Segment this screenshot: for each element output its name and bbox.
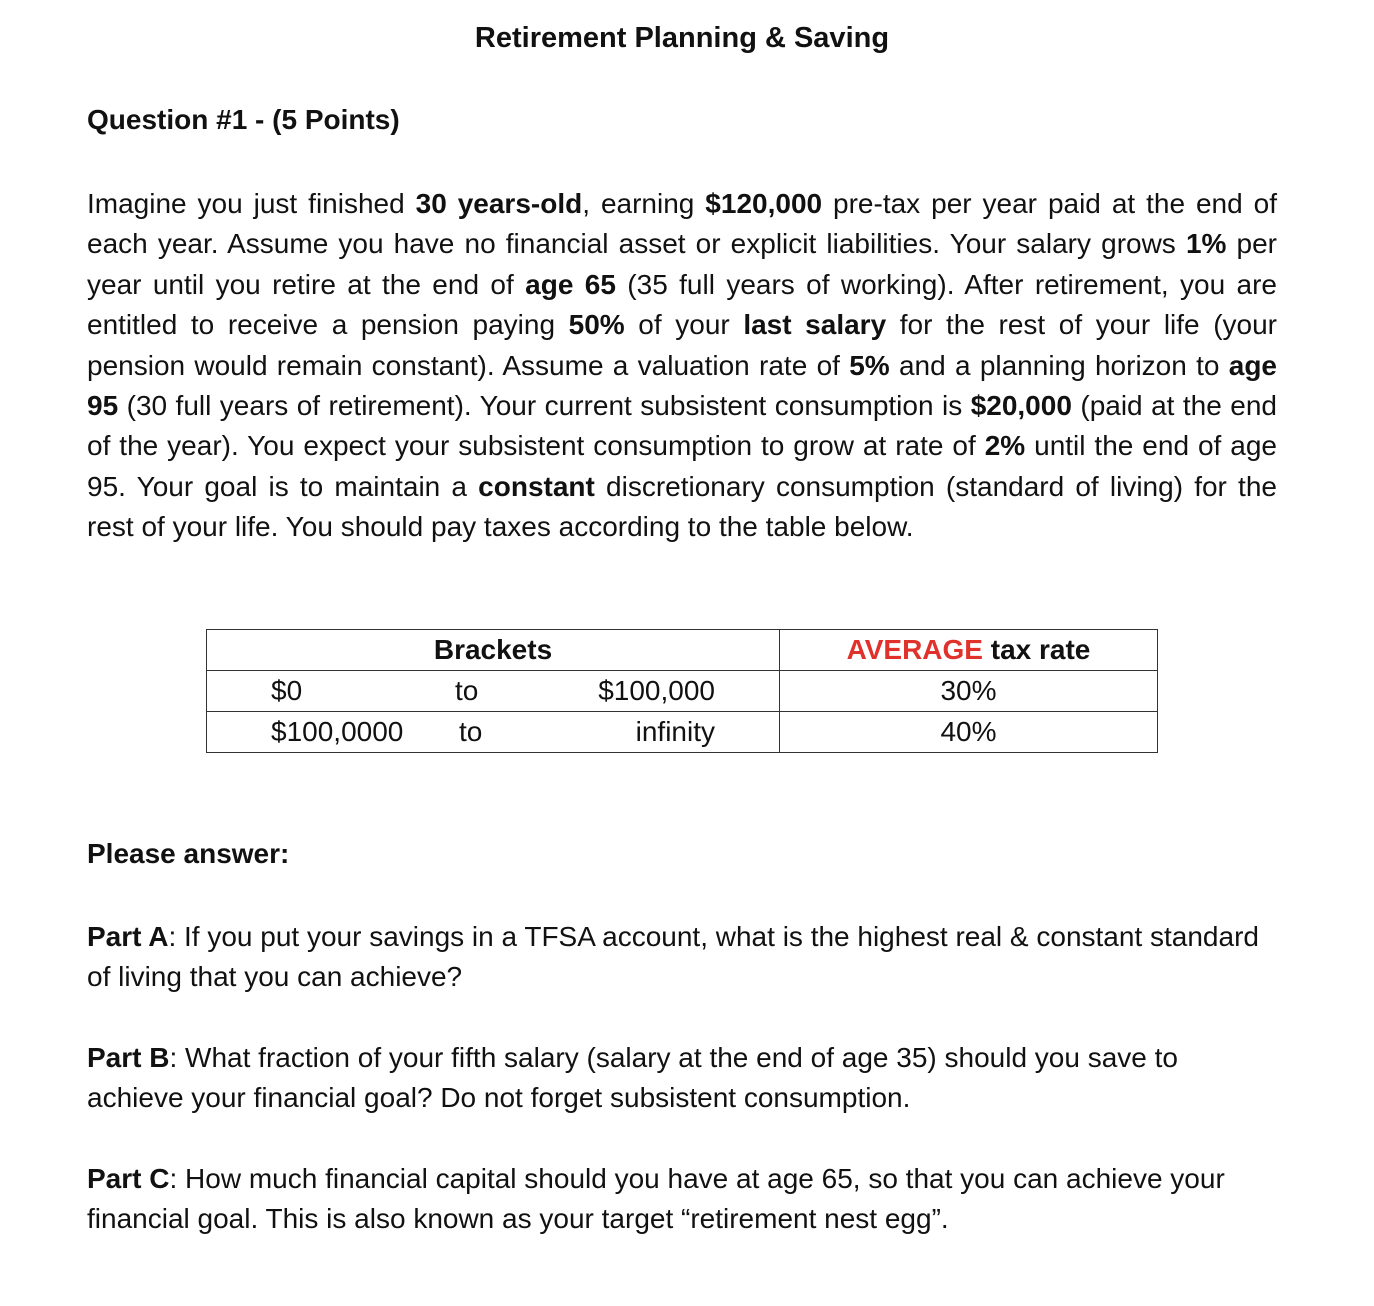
intro-text: until the end of age 95. Your goal is to maintain a [87,430,1277,502]
rate-header-rest: tax rate [982,634,1091,665]
intro-bold: 5% [849,349,890,381]
bracket-range-cell [207,671,780,712]
brackets-header [207,630,780,671]
part-c-question [87,1159,1277,1240]
document-title: Retirement Planning & Saving [474,22,890,54]
part-a-text: : If you put your savings in a TFSA account, what is the highest real & constant standard of living that you can achieve? [87,921,1259,993]
question-heading: Question #1 - (5 Points) [87,104,400,135]
table-header-row [207,630,1158,671]
bracket-upper: $100,000 [598,675,715,706]
part-c-text: : How much financial capital should you have at age 65, so that you can achieve your financial goal. This is also known as your target “retirement nest egg”. [87,1163,1225,1235]
bracket-upper: infinity [635,716,715,747]
please-answer-heading: Please answer: [87,838,290,869]
part-a-label: Part A [87,921,169,952]
intro-text: Imagine you just finished [87,188,416,219]
rate-header-highlight: AVERAGE [846,634,983,665]
intro-text: (35 full years of working). After retirement, you are entitled to receive a pension paying [87,268,1278,341]
intro-text: for the rest of your life (your pension would remain constant). Assume a valuation rate of [87,309,1277,381]
intro-text: , earning [582,188,706,219]
part-b-label: Part B [87,1042,170,1073]
table-row [207,671,1158,712]
part-b-question [87,1038,1277,1119]
bracket-rate: 40% [780,712,1158,753]
intro-text: pre-tax per year paid at the end of each year. Assume you have no financial asset or explicit liabilities. Your salary grows [87,188,1277,260]
intro-bold: constant [478,470,595,502]
intro-bold: 1% [1185,228,1227,260]
brackets-header-label: Brackets [433,634,553,665]
bracket-rate: 30% [780,671,1158,712]
part-b-text: : What fraction of your fifth salary (salary at the end of age 35) should you save to achieve your financial goal? Do not forget subsistent consumption. [87,1042,1179,1114]
bracket-to: to [459,716,483,747]
intro-text: (30 full years of retirement). Your current subsistent consumption is [118,390,971,422]
intro-bold: $120,000 [705,188,823,219]
part-a-question [87,917,1277,998]
intro-bold: $20,000 [970,390,1072,422]
intro-text: and a planning horizon to [889,349,1229,381]
bracket-lower: $100,0000 [271,716,404,747]
intro-bold: age 95 [87,349,1277,422]
bracket-range-cell [207,712,780,753]
intro-bold: 2% [984,430,1026,462]
intro-text: (paid at the end of the year). You expect your subsistent consumption to grow at rate of [87,390,1277,462]
intro-bold: last salary [743,309,887,341]
table-row [207,712,1158,753]
intro-text: per year until you retire at the end of [87,228,1277,300]
rate-header [780,630,1158,671]
intro-bold: age 65 [525,268,616,300]
tax-bracket-table [206,629,1158,753]
intro-text: discretionary consumption (standard of living) for the rest of your life. You should pay taxes according to the table below. [87,470,1277,543]
part-c-label: Part C [87,1163,170,1194]
bracket-to: to [455,675,479,706]
bracket-lower: $0 [271,675,303,706]
intro-text: of your [624,309,744,341]
intro-bold: 50% [568,309,625,341]
intro-bold: 30 years-old [415,188,583,219]
question-intro-paragraph [87,184,1277,548]
